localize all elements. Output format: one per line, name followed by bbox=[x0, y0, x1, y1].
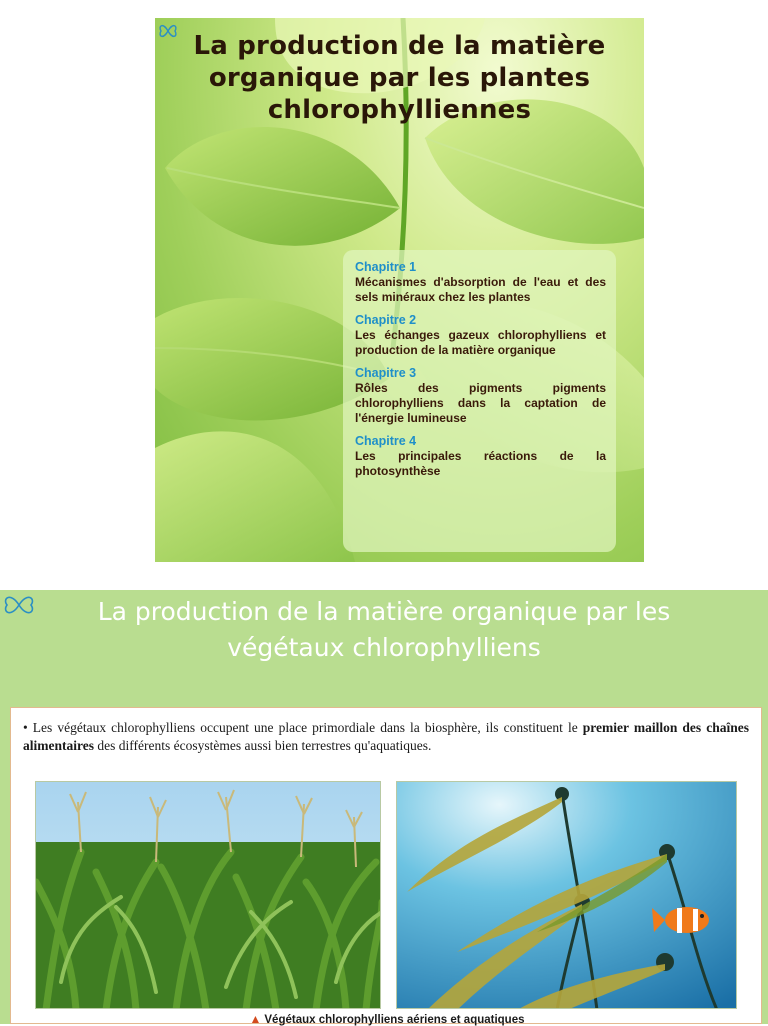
chapter-title: Rôles des pigments pigments chlorophylliens dans la captation de l'énergie lumineuse bbox=[355, 381, 606, 425]
chapter-item[interactable] bbox=[355, 260, 606, 305]
cover-page bbox=[155, 18, 644, 562]
chapter-label: Chapitre 4 bbox=[355, 434, 417, 448]
corn-field-photo bbox=[35, 781, 381, 1009]
chapter-item[interactable] bbox=[355, 313, 606, 358]
section-title-line1: La production de la matière organique par les bbox=[97, 597, 671, 626]
chapter-title: Mécanismes d'absorption de l'eau et des sels minéraux chez les plantes bbox=[355, 275, 606, 304]
triangle-marker-icon: ▲ bbox=[249, 1012, 262, 1026]
cover-title-line1: La production de la matière bbox=[193, 31, 606, 61]
chapter-title: Les échanges gazeux chlorophylliens et production de la matière organique bbox=[355, 328, 606, 357]
intro-text-end: des différents écosystèmes aussi bien terrestres qu'aquatiques. bbox=[94, 738, 432, 753]
section-title-line2: végétaux chlorophylliens bbox=[227, 633, 541, 662]
chapter-label: Chapitre 2 bbox=[355, 313, 417, 327]
kelp-underwater-image bbox=[397, 782, 737, 1009]
cover-title-line2: organique par les plantes bbox=[208, 63, 591, 93]
chapter-label: Chapitre 3 bbox=[355, 366, 417, 380]
kelp-underwater-photo bbox=[396, 781, 737, 1009]
content-box bbox=[10, 707, 762, 1024]
intro-text: • Les végétaux chlorophylliens occupent une place primordiale dans la biosphère, ils constituent le bbox=[23, 720, 583, 735]
chapter-title: Les principales réactions de la photosynthèse bbox=[355, 449, 606, 478]
cover-title-line3: chlorophylliennes bbox=[267, 95, 532, 125]
section-page bbox=[0, 590, 768, 1024]
chapter-item[interactable] bbox=[355, 434, 606, 479]
caption-text: Végétaux chlorophylliens aériens et aquatiques bbox=[264, 1014, 525, 1026]
chapter-item[interactable] bbox=[355, 366, 606, 426]
cover-title bbox=[155, 30, 644, 126]
chapter-list bbox=[343, 250, 616, 552]
intro-highlight: premier maillon des chaînes alimentaires bbox=[23, 720, 749, 753]
intro-paragraph bbox=[23, 719, 749, 755]
section-title bbox=[0, 594, 768, 666]
corn-field-image bbox=[36, 782, 381, 1009]
chapter-label: Chapitre 1 bbox=[355, 260, 417, 274]
